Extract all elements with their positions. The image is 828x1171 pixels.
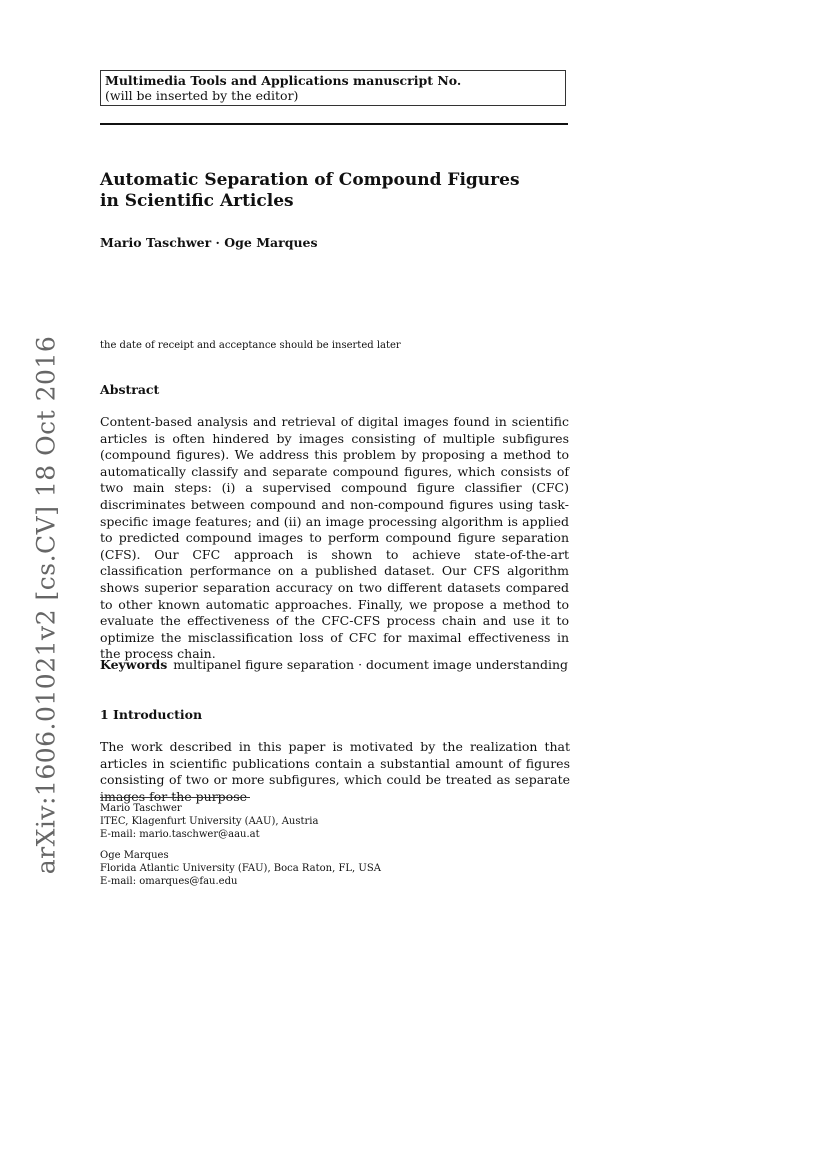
paper-title-line1: Automatic Separation of Compound Figures — [100, 170, 520, 190]
journal-header-box — [100, 70, 566, 106]
author-list: Mario Taschwer · Oge Marques — [100, 235, 318, 250]
footnote-author1 — [100, 802, 318, 842]
footnote-rule — [100, 797, 250, 798]
abstract-heading: Abstract — [100, 382, 160, 397]
footnote-author1-affiliation: ITEC, Klagenfurt University (AAU), Austria — [100, 816, 319, 828]
footnote-author2-email: E-mail: omarques@fau.edu — [100, 876, 238, 888]
keywords-text: multipanel figure separation · document image understanding — [173, 657, 569, 672]
introduction-heading: 1 Introduction — [100, 707, 203, 722]
footnote-author1-email: E-mail: mario.taschwer@aau.at — [100, 829, 260, 841]
receipt-dates: the date of receipt and acceptance should be inserted later — [100, 340, 401, 351]
keywords-label: Keywords — [100, 657, 168, 672]
journal-note: (will be inserted by the editor) — [105, 88, 299, 103]
introduction-body: The work described in this paper is motivated by the realization that articles in scientific publications contain a substantial amount of figures consisting of two or more subfigures, which could be treated as separate images for the purpose — [100, 739, 570, 804]
footnote-author2 — [100, 849, 381, 889]
footnote-author2-name: Oge Marques — [100, 850, 169, 861]
journal-name: Multimedia Tools and Applications manuscript No. — [105, 73, 462, 88]
footnote-author1-name: Mario Taschwer — [100, 803, 182, 814]
paper-title-line2: in Scientific Articles — [100, 191, 294, 211]
abstract-body: Content-based analysis and retrieval of digital images found in scientific articles is often hindered by images consisting of multiple subfigures (compound figures). We address this problem by proposing a method to automatically classify and separate compound figures, which consists of two main steps: (i) a supervised compound figure classifier (CFC) discriminates between compound and non-compound figures using task-specific image features; and (ii) an image processing algorithm is applied to predicted compound images to perform compound figure separation (CFS). Our CFC approach is shown to achieve state-of-the-art classification performance on a published dataset. Our CFS algorithm shows superior separation accuracy on two different datasets compared to other known automatic approaches. Finally, we propose a method to evaluate the effectiveness of the CFC-CFS process chain and use it to optimize the misclassification loss of CFC for maximal effectiveness in the process chain. — [100, 414, 569, 662]
footnote-author2-affiliation: Florida Atlantic University (FAU), Boca Raton, FL, USA — [100, 863, 381, 875]
title-rule — [100, 123, 568, 125]
keywords-line — [100, 657, 570, 674]
paper-title — [100, 170, 570, 212]
arxiv-identifier-stamp: arXiv:1606.01021v2 [cs.CV] 18 Oct 2016 — [31, 335, 61, 875]
